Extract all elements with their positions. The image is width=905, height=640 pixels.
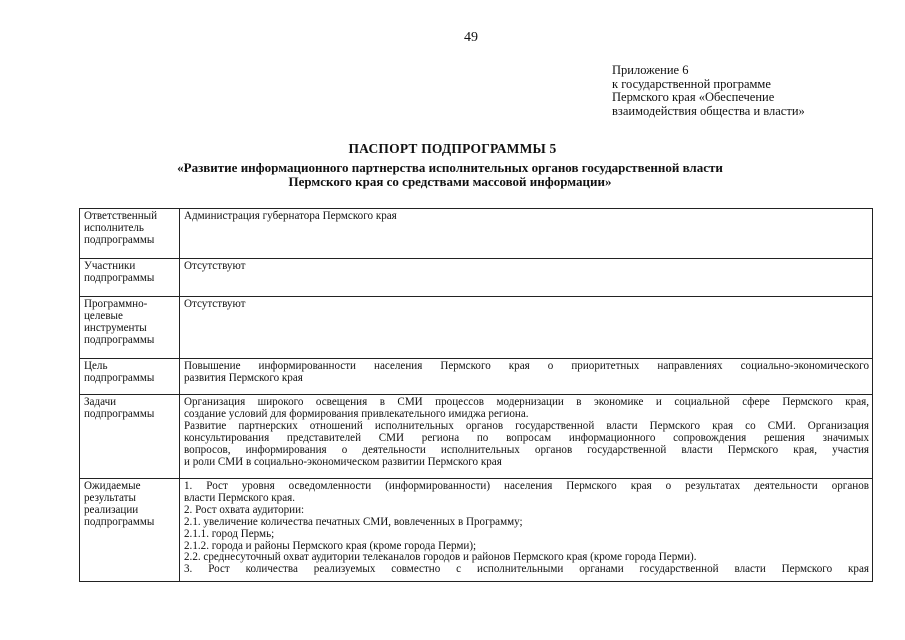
appendix-line: к государственной программе xyxy=(612,76,771,91)
table-row xyxy=(80,259,873,297)
table-row xyxy=(80,359,873,395)
content-line: 2. Рост охвата аудитории: xyxy=(184,503,305,516)
content-line: создание условий для формирования привлекательного имиджа региона. xyxy=(184,407,529,420)
appendix-line: взаимодействия общества и власти» xyxy=(612,103,805,118)
row-label xyxy=(80,259,180,297)
content-line: вопросов, информирования о деятельности исполнительных органов государственной власти Пермского края, участия xyxy=(184,443,869,456)
row-label xyxy=(80,209,180,259)
label-line: реализации xyxy=(84,503,139,516)
page-number: 49 xyxy=(464,30,478,45)
content-line: 2.2. среднесуточный охват аудитории телеканалов городов и районов Пермского края (кроме города Перми). xyxy=(184,551,697,564)
document-subtitle xyxy=(100,161,800,189)
table-row xyxy=(80,395,873,479)
appendix-note xyxy=(612,64,882,118)
document-title: ПАСПОРТ ПОДПРОГРАММЫ 5 xyxy=(348,141,557,156)
label-line: Ожидаемые xyxy=(84,480,141,492)
label-line: Программно- xyxy=(84,298,148,310)
row-content xyxy=(180,359,873,395)
subtitle-line: Пермского края со средствами массовой информации» xyxy=(288,174,612,189)
row-content xyxy=(180,297,873,359)
content-line: консультирования представителей СМИ региона по вопросам информационного сопровождения решения значимых xyxy=(184,431,869,444)
row-label xyxy=(80,395,180,479)
subtitle-line: «Развитие информационного партнерства исполнительных органов государственной власти xyxy=(177,160,723,175)
label-line: подпрограммы xyxy=(84,333,155,346)
label-line: целевые xyxy=(84,309,123,322)
label-line: инструменты xyxy=(84,321,147,334)
content-line: Развитие партнерских отношений исполнительных органов государственной власти Пермского края со СМИ. Организация xyxy=(184,419,869,432)
label-line: результаты xyxy=(84,491,136,504)
content-line: 1. Рост уровня осведомленности (информированности) населения Пермского края о результатах деятельности органов xyxy=(184,480,869,492)
content-line: и роли СМИ в социально-экономическом развитии Пермского края xyxy=(184,455,502,468)
row-content xyxy=(180,395,873,479)
label-line: Ответственный xyxy=(84,210,158,222)
appendix-line: Приложение 6 xyxy=(612,63,689,77)
label-line: исполнитель xyxy=(84,221,144,234)
row-label xyxy=(80,359,180,395)
content-line: 2.1. увеличение количества печатных СМИ, вовлеченных в Программу; xyxy=(184,515,523,528)
row-content xyxy=(180,209,873,259)
content-line: 3. Рост количества реализуемых совместно с исполнительными органами государственной власти Пермского края xyxy=(184,563,869,576)
content-line: 2.1.2. города и районы Пермского края (кроме города Перми); xyxy=(184,539,477,552)
content-line: власти Пермского края. xyxy=(184,491,295,504)
row-content xyxy=(180,259,873,297)
row-label xyxy=(80,479,180,582)
content-line: Отсутствуют xyxy=(184,260,246,272)
content-line: Отсутствуют xyxy=(184,298,246,310)
content-line: Администрация губернатора Пермского края xyxy=(184,210,397,222)
content-line: 2.1.1. город Пермь; xyxy=(184,527,275,540)
appendix-line: Пермского края «Обеспечение xyxy=(612,90,775,104)
label-line: подпрограммы xyxy=(84,233,155,246)
label-line: Цель xyxy=(84,360,108,372)
passport-table xyxy=(79,208,873,582)
label-line: подпрограммы xyxy=(84,271,155,284)
label-line: Участники xyxy=(84,260,136,272)
label-line: подпрограммы xyxy=(84,515,155,528)
content-line: Организация широкого освещения в СМИ процессов модернизации в экономике и социальной сфере Пермского края, xyxy=(184,396,869,408)
row-label xyxy=(80,297,180,359)
content-line: Повышение информированности населения Пермского края о приоритетных направлениях социально-экономического xyxy=(184,360,869,372)
table-row xyxy=(80,209,873,259)
label-line: подпрограммы xyxy=(84,407,155,420)
table-row xyxy=(80,297,873,359)
label-line: подпрограммы xyxy=(84,371,155,384)
content-line: развития Пермского края xyxy=(184,371,303,384)
table-row xyxy=(80,479,873,582)
row-content xyxy=(180,479,873,582)
label-line: Задачи xyxy=(84,396,117,408)
